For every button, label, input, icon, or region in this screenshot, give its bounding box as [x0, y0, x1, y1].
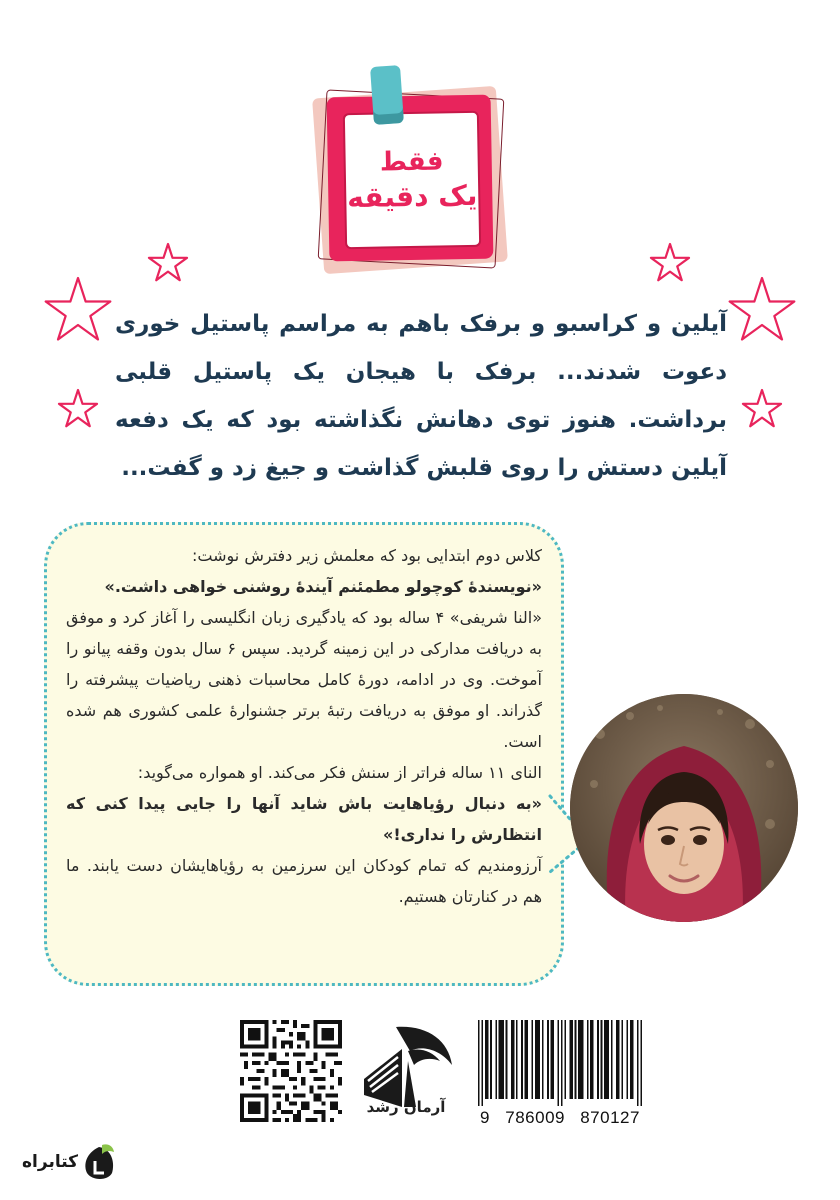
series-title-line2: یک دقیقه — [346, 178, 478, 214]
bio-para3: آرزومندیم که تمام کودکان این سرزمین به رؤیاهایشان دست یابند. ما هم در کنارتان هستیم. — [66, 856, 542, 906]
story-teaser-text: آیلین و کراسبو و برفک باهم به مراسم پاستیل خوری دعوت شدند... برفک با هیجان یک پاستیل قلبی برداشت. هنوز توی دهانش نگذاشته بود که یک دفعه آیلین دستش را روی قلبش گذاشت و جیغ زد و گفت... — [115, 311, 727, 481]
bio-quote2: «به دنبال رؤیاهایت باش شاید آنها را جایی پیدا کنی که انتظارش را نداری!» — [66, 794, 542, 844]
bio-para2: النای ۱۱ ساله فراتر از سنش فکر می‌کند. او همواره می‌گوید: — [137, 763, 542, 782]
story-teaser — [115, 300, 727, 492]
publisher-name: آرمان رشد — [366, 1098, 446, 1116]
star-icon — [149, 244, 187, 280]
ketabrah-logo-icon — [82, 1143, 116, 1181]
bio-quote1: «نویسندۀ کوچولو مطمئنم آیندۀ روشنی خواهی داشت.» — [104, 577, 542, 596]
isbn-group2: 870127 — [580, 1108, 640, 1127]
star-icon — [730, 278, 795, 340]
bio-para1: «النا شریفی» ۴ ساله بود که یادگیری زبان انگلیسی را آغاز کرد و موفق به دریافت مدارکی در این زمینه گردید. سپس ۶ سال بدون وقفه پیانو را آموخت. وی در ادامه، دورۀ کامل محاسبات ذهنی ریاضیات پیشرفته را گذراند. او موفق به دریافت رتبۀ برتر جشنوارۀ علمی کشوری هم شده است. — [66, 608, 543, 751]
ketabrah-text: کتابراه — [22, 1152, 79, 1172]
ketabrah-watermark — [22, 1142, 132, 1182]
barcode-icon — [478, 1020, 642, 1106]
star-icon — [59, 390, 97, 426]
series-title-line1: فقط — [379, 146, 444, 178]
star-icon — [743, 390, 781, 426]
qr-code-icon — [240, 1020, 342, 1122]
isbn-group1: 786009 — [505, 1108, 565, 1127]
isbn-prefix: 9 — [480, 1108, 491, 1127]
star-icon — [46, 278, 111, 340]
author-photo — [570, 694, 798, 922]
isbn-number — [470, 1108, 650, 1128]
author-bio — [66, 540, 542, 912]
star-icon — [651, 244, 689, 280]
bio-line1: کلاس دوم ابتدایی بود که معلمش زیر دفترش نوشت: — [192, 546, 542, 565]
